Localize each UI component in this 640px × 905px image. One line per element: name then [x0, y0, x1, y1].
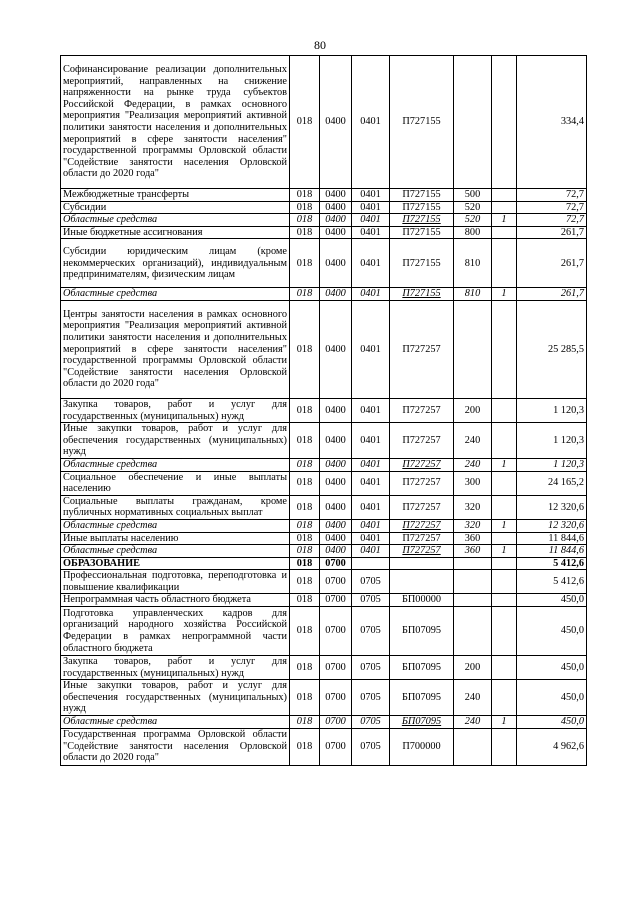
cell-vr: 810	[454, 288, 492, 301]
cell-grbs: 018	[290, 226, 320, 239]
cell-src: 1	[492, 519, 517, 532]
table-row	[61, 300, 587, 398]
cell-vr: 300	[454, 471, 492, 495]
cell-name: ОБРАЗОВАНИЕ	[61, 557, 290, 570]
cell-target: П727155	[390, 288, 454, 301]
cell-amount: 261,7	[517, 288, 587, 301]
cell-grbs: 018	[290, 56, 320, 189]
cell-vr: 240	[454, 680, 492, 716]
cell-section: 0400	[320, 398, 352, 422]
cell-vr	[454, 594, 492, 607]
cell-subsection: 0401	[352, 545, 390, 558]
cell-target: П727257	[390, 398, 454, 422]
cell-vr: 240	[454, 458, 492, 471]
cell-subsection: 0705	[352, 570, 390, 594]
cell-section: 0700	[320, 656, 352, 680]
cell-amount: 1 120,3	[517, 398, 587, 422]
cell-src	[492, 398, 517, 422]
table-row	[61, 214, 587, 227]
cell-grbs: 018	[290, 398, 320, 422]
cell-amount: 11 844,6	[517, 545, 587, 558]
cell-src	[492, 594, 517, 607]
cell-target	[390, 557, 454, 570]
cell-amount: 5 412,6	[517, 557, 587, 570]
cell-grbs: 018	[290, 288, 320, 301]
cell-vr: 520	[454, 214, 492, 227]
table-row	[61, 201, 587, 214]
cell-amount: 4 962,6	[517, 728, 587, 765]
cell-src	[492, 607, 517, 656]
cell-amount: 72,7	[517, 214, 587, 227]
cell-target: П727257	[390, 300, 454, 398]
cell-subsection: 0705	[352, 656, 390, 680]
cell-name: Областные средства	[61, 288, 290, 301]
cell-src	[492, 226, 517, 239]
cell-name: Областные средства	[61, 458, 290, 471]
cell-name: Подготовка управленческих кадров для организаций народного хозяйства Российской Федерации в рамках непрограммной части областного бюджета	[61, 607, 290, 656]
cell-amount: 5 412,6	[517, 570, 587, 594]
cell-target: П727257	[390, 495, 454, 519]
cell-section: 0400	[320, 458, 352, 471]
cell-grbs: 018	[290, 423, 320, 459]
cell-name: Областные средства	[61, 716, 290, 729]
cell-name: Закупка товаров, работ и услуг для государственных (муниципальных) нужд	[61, 398, 290, 422]
cell-grbs: 018	[290, 728, 320, 765]
cell-subsection: 0401	[352, 423, 390, 459]
cell-target: П727257	[390, 545, 454, 558]
cell-name: Иные закупки товаров, работ и услуг для обеспечения государственных (муниципальных) нужд	[61, 680, 290, 716]
cell-subsection: 0401	[352, 288, 390, 301]
cell-amount: 450,0	[517, 680, 587, 716]
cell-src	[492, 532, 517, 545]
cell-amount: 1 120,3	[517, 458, 587, 471]
cell-name: Межбюджетные трансферты	[61, 189, 290, 202]
cell-vr: 810	[454, 239, 492, 288]
cell-src: 1	[492, 716, 517, 729]
cell-vr	[454, 56, 492, 189]
table-row	[61, 288, 587, 301]
table-row	[61, 519, 587, 532]
table-row	[61, 607, 587, 656]
cell-grbs: 018	[290, 495, 320, 519]
cell-subsection: 0705	[352, 680, 390, 716]
cell-section: 0400	[320, 189, 352, 202]
cell-section: 0400	[320, 300, 352, 398]
table-row	[61, 458, 587, 471]
cell-section: 0400	[320, 201, 352, 214]
budget-table	[60, 55, 587, 766]
cell-grbs: 018	[290, 570, 320, 594]
cell-name: Иные закупки товаров, работ и услуг для обеспечения государственных (муниципальных) нужд	[61, 423, 290, 459]
table-row	[61, 495, 587, 519]
cell-name: Социальные выплаты гражданам, кроме публичных нормативных социальных выплат	[61, 495, 290, 519]
cell-name: Государственная программа Орловской области "Содействие занятости населения Орловской области до 2020 года"	[61, 728, 290, 765]
cell-name: Субсидии юридическим лицам (кроме некоммерческих организаций), индивидуальным предпринимателям, физическим лицам	[61, 239, 290, 288]
cell-section: 0400	[320, 545, 352, 558]
table-row	[61, 656, 587, 680]
cell-vr	[454, 570, 492, 594]
cell-subsection: 0401	[352, 471, 390, 495]
cell-section: 0400	[320, 226, 352, 239]
cell-target: БП07095	[390, 716, 454, 729]
cell-target: П727257	[390, 519, 454, 532]
cell-vr: 500	[454, 189, 492, 202]
cell-vr	[454, 557, 492, 570]
cell-name: Профессиональная подготовка, переподготовка и повышение квалификации	[61, 570, 290, 594]
table-row	[61, 532, 587, 545]
cell-section: 0400	[320, 495, 352, 519]
cell-target: П727155	[390, 226, 454, 239]
cell-grbs: 018	[290, 557, 320, 570]
cell-grbs: 018	[290, 545, 320, 558]
cell-grbs: 018	[290, 532, 320, 545]
cell-amount: 25 285,5	[517, 300, 587, 398]
cell-name: Иные бюджетные ассигнования	[61, 226, 290, 239]
cell-target: П727155	[390, 239, 454, 288]
cell-amount: 11 844,6	[517, 532, 587, 545]
cell-section: 0700	[320, 570, 352, 594]
cell-src	[492, 471, 517, 495]
cell-vr: 240	[454, 423, 492, 459]
cell-vr	[454, 728, 492, 765]
cell-src	[492, 300, 517, 398]
cell-vr: 320	[454, 519, 492, 532]
cell-name: Центры занятости населения в рамках основного мероприятия "Реализация мероприятий активной политики занятости населения и дополнительных мероприятий в сфере занятости населения" государственной программы Орловской области "Содействие занятости населения Орловской области до 2020 года"	[61, 300, 290, 398]
table-row	[61, 728, 587, 765]
cell-src: 1	[492, 214, 517, 227]
cell-src	[492, 189, 517, 202]
cell-src	[492, 557, 517, 570]
cell-section: 0400	[320, 56, 352, 189]
cell-subsection: 0705	[352, 716, 390, 729]
cell-vr: 200	[454, 656, 492, 680]
cell-subsection: 0401	[352, 519, 390, 532]
cell-vr: 800	[454, 226, 492, 239]
table-row	[61, 471, 587, 495]
cell-section: 0400	[320, 471, 352, 495]
cell-amount: 24 165,2	[517, 471, 587, 495]
cell-amount: 334,4	[517, 56, 587, 189]
cell-section: 0400	[320, 519, 352, 532]
cell-vr	[454, 607, 492, 656]
cell-target: П727257	[390, 471, 454, 495]
cell-grbs: 018	[290, 656, 320, 680]
cell-section: 0400	[320, 532, 352, 545]
cell-target: П727257	[390, 423, 454, 459]
cell-vr: 360	[454, 545, 492, 558]
cell-subsection: 0401	[352, 398, 390, 422]
table-row	[61, 398, 587, 422]
cell-grbs: 018	[290, 239, 320, 288]
cell-src	[492, 201, 517, 214]
cell-subsection: 0401	[352, 239, 390, 288]
table-row	[61, 570, 587, 594]
table-row	[61, 716, 587, 729]
cell-vr: 520	[454, 201, 492, 214]
cell-target: П727257	[390, 458, 454, 471]
cell-name: Социальное обеспечение и иные выплаты населению	[61, 471, 290, 495]
cell-src	[492, 680, 517, 716]
cell-src	[492, 239, 517, 288]
cell-src: 1	[492, 458, 517, 471]
cell-vr: 200	[454, 398, 492, 422]
cell-name: Субсидии	[61, 201, 290, 214]
cell-subsection: 0401	[352, 495, 390, 519]
page-number: 80	[314, 38, 326, 52]
cell-subsection: 0401	[352, 458, 390, 471]
cell-subsection: 0401	[352, 56, 390, 189]
table-row	[61, 545, 587, 558]
cell-target: П727155	[390, 56, 454, 189]
cell-src	[492, 423, 517, 459]
cell-section: 0700	[320, 557, 352, 570]
cell-src	[492, 570, 517, 594]
cell-grbs: 018	[290, 716, 320, 729]
cell-section: 0400	[320, 214, 352, 227]
cell-amount: 261,7	[517, 239, 587, 288]
cell-subsection: 0401	[352, 300, 390, 398]
cell-subsection: 0705	[352, 728, 390, 765]
cell-target: БП00000	[390, 594, 454, 607]
cell-vr	[454, 300, 492, 398]
cell-section: 0700	[320, 680, 352, 716]
cell-target: БП07095	[390, 656, 454, 680]
cell-amount: 450,0	[517, 594, 587, 607]
table-row	[61, 189, 587, 202]
cell-amount: 261,7	[517, 226, 587, 239]
cell-amount: 12 320,6	[517, 519, 587, 532]
cell-name: Иные выплаты населению	[61, 532, 290, 545]
cell-name: Областные средства	[61, 545, 290, 558]
cell-section: 0700	[320, 607, 352, 656]
cell-amount: 72,7	[517, 201, 587, 214]
cell-subsection: 0401	[352, 532, 390, 545]
cell-section: 0400	[320, 423, 352, 459]
cell-vr: 240	[454, 716, 492, 729]
cell-amount: 1 120,3	[517, 423, 587, 459]
cell-src	[492, 728, 517, 765]
cell-grbs: 018	[290, 458, 320, 471]
cell-target: П727155	[390, 189, 454, 202]
cell-grbs: 018	[290, 300, 320, 398]
cell-subsection: 0401	[352, 201, 390, 214]
cell-amount: 12 320,6	[517, 495, 587, 519]
cell-grbs: 018	[290, 189, 320, 202]
table-row	[61, 423, 587, 459]
cell-grbs: 018	[290, 519, 320, 532]
cell-amount: 450,0	[517, 656, 587, 680]
cell-subsection: 0401	[352, 226, 390, 239]
cell-section: 0700	[320, 594, 352, 607]
cell-name: Закупка товаров, работ и услуг для государственных (муниципальных) нужд	[61, 656, 290, 680]
cell-target	[390, 570, 454, 594]
cell-name: Областные средства	[61, 214, 290, 227]
cell-section: 0400	[320, 288, 352, 301]
cell-amount: 450,0	[517, 716, 587, 729]
cell-vr: 320	[454, 495, 492, 519]
cell-src	[492, 56, 517, 189]
cell-name: Областные средства	[61, 519, 290, 532]
cell-vr: 360	[454, 532, 492, 545]
cell-name: Софинансирование реализации дополнительных мероприятий, направленных на снижение напряженности на рынке труда субъектов Российской Федерации, в рамках основного мероприятия "Реализация мероприятий активной политики занятости населения и дополнительных мероприятий в сфере занятости населения" государственной программы Орловской области "Содействие занятости населения Орловской области до 2020 года"	[61, 56, 290, 189]
cell-target: П727155	[390, 201, 454, 214]
table-row	[61, 226, 587, 239]
table-row	[61, 680, 587, 716]
cell-target: БП07095	[390, 607, 454, 656]
cell-section: 0700	[320, 728, 352, 765]
table-row	[61, 594, 587, 607]
cell-grbs: 018	[290, 214, 320, 227]
cell-amount: 450,0	[517, 607, 587, 656]
table-row	[61, 239, 587, 288]
cell-subsection: 0401	[352, 214, 390, 227]
cell-target: П727257	[390, 532, 454, 545]
cell-src	[492, 656, 517, 680]
table-row	[61, 56, 587, 189]
cell-subsection: 0401	[352, 189, 390, 202]
cell-grbs: 018	[290, 471, 320, 495]
cell-grbs: 018	[290, 594, 320, 607]
cell-subsection: 0705	[352, 607, 390, 656]
cell-amount: 72,7	[517, 189, 587, 202]
cell-grbs: 018	[290, 201, 320, 214]
cell-name: Непрограммная часть областного бюджета	[61, 594, 290, 607]
table-row	[61, 557, 587, 570]
cell-src: 1	[492, 288, 517, 301]
cell-section: 0400	[320, 239, 352, 288]
cell-src: 1	[492, 545, 517, 558]
cell-src	[492, 495, 517, 519]
cell-subsection	[352, 557, 390, 570]
cell-target: П727155	[390, 214, 454, 227]
cell-subsection: 0705	[352, 594, 390, 607]
cell-target: БП07095	[390, 680, 454, 716]
cell-grbs: 018	[290, 607, 320, 656]
cell-grbs: 018	[290, 680, 320, 716]
cell-section: 0700	[320, 716, 352, 729]
cell-target: П700000	[390, 728, 454, 765]
